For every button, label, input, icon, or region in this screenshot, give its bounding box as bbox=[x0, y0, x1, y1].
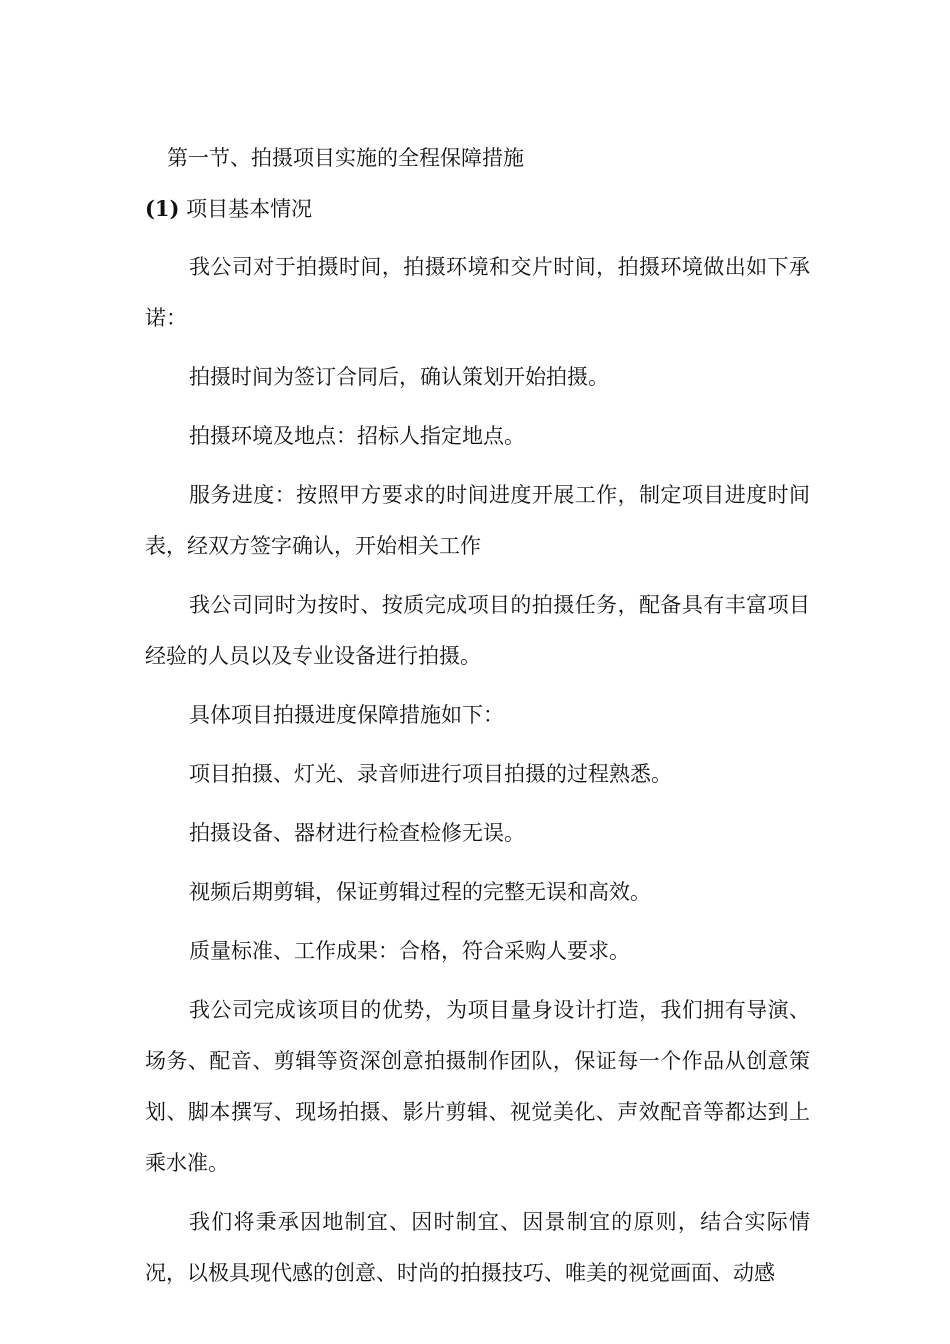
paragraph: 我们将秉承因地制宜、因时制宜、因景制宜的原则，结合实际情况，以极具现代感的创意、时尚的拍摄技巧、唯美的视觉画面、动感 bbox=[145, 1210, 810, 1285]
subheading-text: 项目基本情况 bbox=[186, 197, 313, 221]
paragraph: 我公司完成该项目的优势，为项目量身设计打造，我们拥有导演、场务、配音、剪辑等资深创意拍摄制作团队，保证每一个作品从创意策划、脚本撰写、现场拍摄、影片剪辑、视觉美化、声效配音等都达到上乘水准。 bbox=[145, 998, 810, 1175]
document-body bbox=[145, 140, 810, 1314]
paragraph-list bbox=[145, 242, 810, 1299]
paragraph: 拍摄设备、器材进行检查检修无误。 bbox=[189, 821, 525, 845]
paragraph: 我公司对于拍摄时间，拍摄环境和交片时间，拍摄环境做出如下承诺： bbox=[145, 255, 810, 330]
subheading-number: (1) bbox=[145, 196, 180, 221]
section-title: 第一节、拍摄项目实施的全程保障措施 bbox=[167, 146, 524, 170]
paragraph: 拍摄环境及地点：招标人指定地点。 bbox=[189, 424, 525, 448]
paragraph: 服务进度：按照甲方要求的时间进度开展工作，制定项目进度时间表，经双方签字确认，开始相关工作 bbox=[145, 483, 810, 558]
paragraph: 我公司同时为按时、按质完成项目的拍摄任务，配备具有丰富项目经验的人员以及专业设备进行拍摄。 bbox=[145, 593, 810, 668]
paragraph: 视频后期剪辑，保证剪辑过程的完整无误和高效。 bbox=[189, 880, 651, 904]
subheading bbox=[145, 191, 810, 227]
paragraph: 质量标准、工作成果：合格，符合采购人要求。 bbox=[189, 939, 630, 963]
paragraph: 项目拍摄、灯光、录音师进行项目拍摄的过程熟悉。 bbox=[189, 762, 672, 786]
paragraph: 具体项目拍摄进度保障措施如下： bbox=[189, 703, 504, 727]
paragraph: 拍摄时间为签订合同后，确认策划开始拍摄。 bbox=[189, 365, 609, 389]
